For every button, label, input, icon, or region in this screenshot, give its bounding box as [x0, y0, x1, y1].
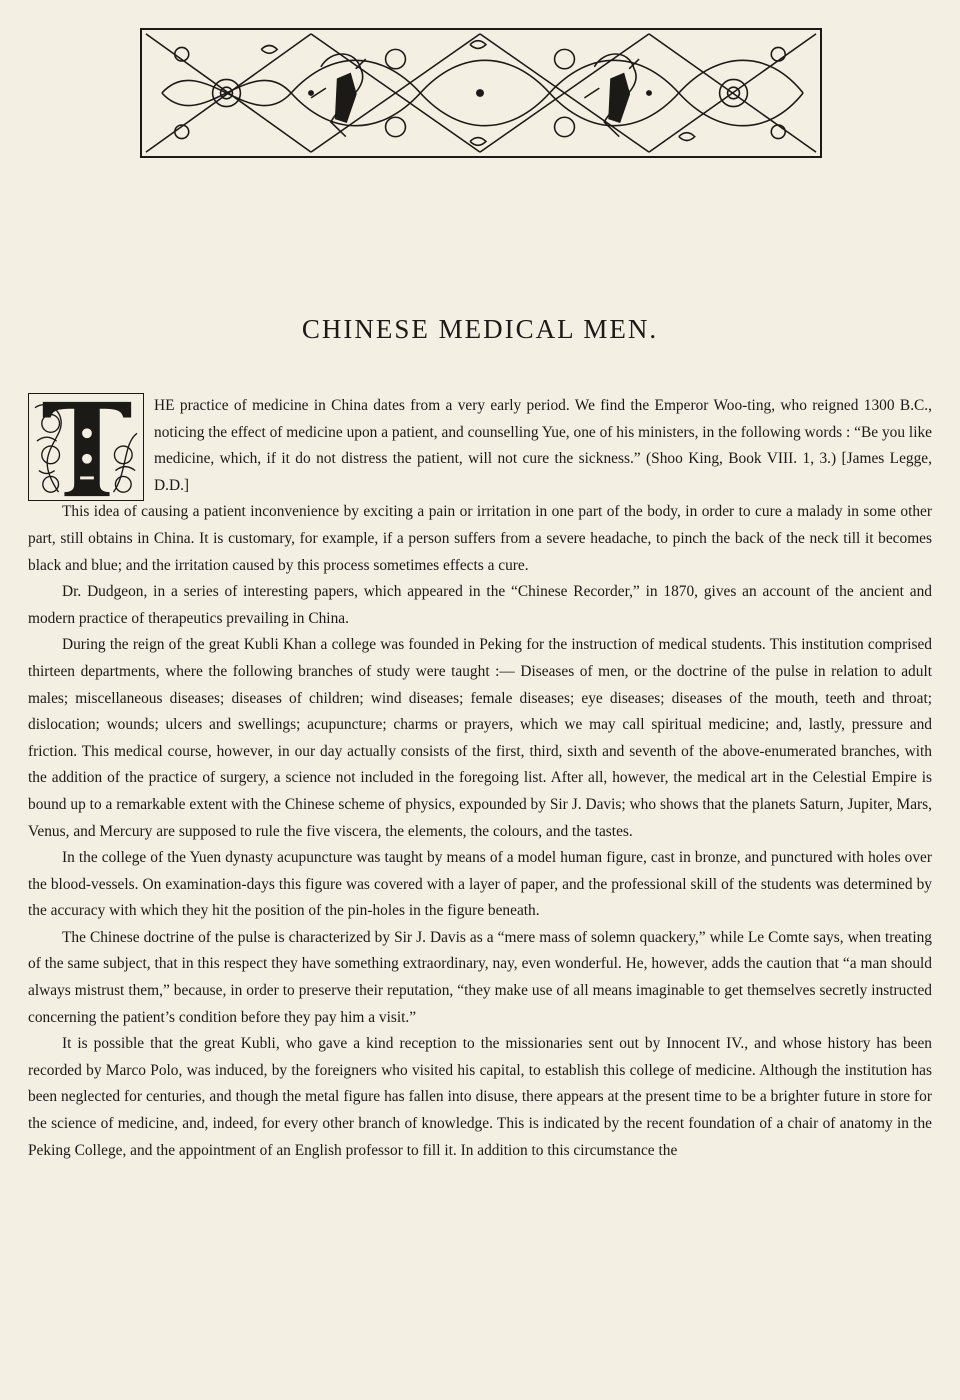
paragraph: Dr. Dudgeon, in a series of interesting papers, which appeared in the “Chinese Recorder,” in 1870, gives an account of the ancient and modern practice of therapeutics prevailing in China. [28, 583, 932, 627]
ornamental-headpiece [140, 28, 822, 158]
drop-cap-spacer [28, 393, 154, 497]
paragraph: It is possible that the great Kubli, who gave a kind reception to the missionaries sent out by Innocent IV., and whose history has been recorded by Marco Polo, was induced, by the foreigners who visited his capital, to establish this college of medicine. Although the institution has been neglected for centuries, and though the metal figure has fallen into disuse, there appears at the present time to be a brighter future in store for the science of medicine, and, indeed, for every other branch of knowledge. This is indicated by the recent foundation of a chair of anatomy in the Peking College, and the appointment of an English professor to fill it. In addition to this circumstance the [28, 1035, 932, 1159]
ornament-vine-icon [142, 30, 820, 156]
paragraph: In the college of the Yuen dynasty acupuncture was taught by means of a model human figure, cast in bronze, and punctured with holes over the blood-vessels. On examination-days this figure was covered with a layer of paper, and the professional skill of the students was determined by the accuracy with which they hit the position of the pin-holes in the figure beneath. [28, 849, 932, 920]
page-title: CHINESE MEDICAL MEN. [301, 314, 659, 344]
paragraph: This idea of causing a patient inconvenience by exciting a pain or irritation in one part of the body, in order to cure a malady in some other part, still obtains in China. It is customary, for example, if a person suffers from a severe headache, to pinch the back of the neck till it becomes black and blue; and the irritation caused by this process sometimes effects a cure. [28, 503, 932, 574]
paragraph: During the reign of the great Kubli Khan a college was founded in Peking for the instruction of medical students. This institution comprised thirteen departments, where the following branches of study were taught :— Diseases of men, or the doctrine of the pulse in relation to adult males; miscellaneous diseases; diseases of children; wind diseases; female diseases; eye diseases; diseases of the mouth, teeth and throat; dislocation; wounds; ulcers and swellings; acupuncture; charms or prayers, which we may call spiritual medicine; and, lastly, pressure and friction. This medical course, however, in our day actually consists of the first, third, sixth and seventh of the above-enumerated branches, with the addition of the practice of surgery, a science not included in the foregoing list. After all, however, the medical art in the Celestial Empire is bound up to a remarkable extent with the Chinese scheme of physics, expounded by Sir J. Davis; who shows that the planets Saturn, Jupiter, Mars, Venus, and Mercury are supposed to rule the five viscera, the elements, the colours, and the tastes. [28, 636, 932, 840]
paragraph: The Chinese doctrine of the pulse is characterized by Sir J. Davis as a “mere mass of solemn quackery,” while Le Comte says, when treating of the same subject, that in this respect they have something extraordinary, nay, even wonderful. He, however, adds the caution that “a man should always mistrust them,” because, in order to preserve their reputation, “they make use of all means imaginable to get themselves secretly instructed concerning the patient’s condition before they pay him a visit.” [28, 928, 932, 1026]
article-body [28, 393, 932, 1164]
paragraph: HE practice of medicine in China dates from a very early period. We find the Emperor Woo-ting, who reigned 1300 B.C., noticing the effect of medicine upon a patient, and counselling Yue, one of his ministers, in the following words : “Be you like medicine, which, if it do not distress the patient, will not cure the sickness.” (Shoo King, Book VIII. 1, 3.) [James Legge, D.D.] [154, 397, 932, 494]
